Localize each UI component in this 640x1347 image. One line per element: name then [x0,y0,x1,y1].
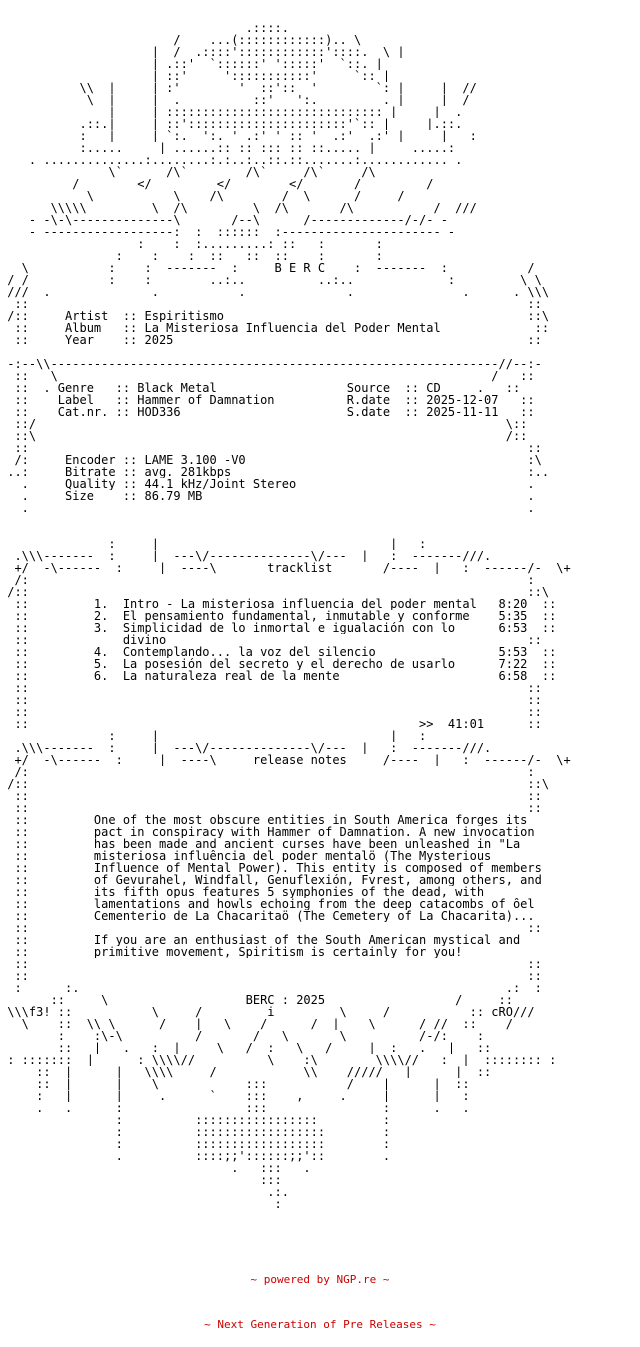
nfo-line: /:: ::\ [0,778,550,790]
nfo-line: :: pact in conspiracy with Hammer of Damnation. A new invocation [0,826,535,838]
nfo-line: :: 1. Intro - La misteriosa influencia del poder mental 8:20 :: [0,598,557,610]
nfo-line: :: 4. Contemplando... la voz del silencio 5:53 :: [0,646,557,658]
nfo-line: : ::::::::::::::::: : [0,1114,391,1126]
nfo-line: :: misteriosa influência del poder mentalö (The Mysterious [0,850,492,862]
nfo-line: | / .::::'::::::::::::'::::. \ | [0,46,405,58]
nfo-line: ::/ \:: [0,418,528,430]
nfo-line: :: | | \ ::: / | | :: [0,1078,470,1090]
nfo-text-block [0,22,640,1210]
nfo-line: :: of Gevurahel, Windfall, Genuflexión, Fvrest, among others, and [0,874,542,886]
nfo-line: :: _______ :: [0,706,542,718]
nfo-line: :: lamentations and howls echoing from the deep catacombs of ôel [0,898,535,910]
nfo-line: :: its fifth opus features 5 symphonies of the dead, with [0,886,485,898]
nfo-line: . . : ::: : . . [0,1102,470,1114]
nfo-line: :: :: [0,958,542,970]
nfo-line: : [0,1198,282,1210]
nfo-line: :: >> 41:01 :: [0,718,542,730]
nfo-line: .::.| | ::'::::::::::::::::::::::'`:: | |.::. [0,118,463,130]
nfo-line: :: Cementerio de La Chacaritaö (The Cemetery of La Chacarita)... [0,910,535,922]
nfo-line: | .::' `::::::' ':::::' `::. | [0,58,383,70]
nfo-line: :: :: [0,790,542,802]
nfo-line: :: One of the most obscure entities in South America forges its [0,814,528,826]
nfo-line: __ __ _ : | _ ____ _ _ ____ _ | : _ __ __ [0,538,521,550]
nfo-line: +/ -\------ : | ----\ release notes /---- | : ------/- \+ [0,754,571,766]
nfo-line: :: Label :: Hammer of Damnation R.date :: 2025-12-07 :: [0,394,535,406]
nfo-line: :: :: [0,298,542,310]
nfo-line: ::: [0,1174,282,1186]
nfo-line: __ __ _ : | _ ____ _ _ ____ _ | : _ __ __ [0,730,521,742]
nfo-line: -:--\\--------------------------------------------------------------//--:- [0,358,542,370]
nfo-line: _\_________ : : ------- : B E R C : ------- : _________/_ [0,262,542,274]
nfo-line: :: :: [0,802,542,814]
nfo-line: . ::::;;'::::::;;':: . [0,1150,391,1162]
nfo-line: : :::::::::::::::::: : [0,1126,391,1138]
nfo-line: . ::: . [0,1162,311,1174]
nfo-line: . ..............:........:.:..:..::.::.......:............ . [0,154,463,166]
nfo-line: :..... | ......:: :: ::: :: ::..... | .....: [0,142,456,154]
nfo-line: \\ | | :' ' ::':: ' `: | | // [0,82,477,94]
nfo-line: : | | `:. ':. ' .:' ' :: ' .:' .:' | | : [0,130,477,142]
nfo-line: ___ \________ \____/\ ______/ \______/_____/ ____ [0,190,448,202]
nfo-line: :: 6. La naturaleza real de la mente 6:58 :: [0,670,557,682]
nfo-line: :: Album :: La Misteriosa Influencia del Poder Mental :: [0,322,550,334]
nfo-line: __ __ __ __ [0,346,535,358]
nfo-line: /// . . . . . . \\\ [0,286,550,298]
footer [0,1242,640,1347]
nfo-line: : : :.........: :: : : [0,238,383,250]
nfo-line: :: :: [0,442,542,454]
nfo-line: :: :: [0,922,542,934]
nfo-line: - ------------------: : :::::: :---------------------- - [0,226,456,238]
nfo-line: _:: Cat.nr. :: HOD336 S.date :: 2025-11-11 ::_ [0,406,542,418]
nfo-line: : ::::::: | : \\\\// ______\____:\_______ \\\\// : | :::::::: : [0,1054,557,1066]
nfo-line: : :. _ _ .: : [0,982,542,994]
nfo-line: :: primitive movement, Spiritism is certainly for you! [0,946,463,958]
nfo-line: :: | . : | \ / : \ / | : . | :: [0,1042,492,1054]
nfo-line: : :::::::::::::::::: : [0,1138,391,1150]
nfo-line: ::\_________________________________________________________________/:: [0,430,528,442]
nfo-line: \ | | . ::' ':. . | | / [0,94,470,106]
nfo-line: :: . Genre :: Black Metal Source :: CD . :: [0,382,521,394]
nfo-line: \ :: \\ \_ _ /____| \____/ ____/ |____\ _ _/ // :: / [0,1018,513,1030]
nfo-line: /: : [0,574,535,586]
nfo-line: :: Influence of Mental Power). This entity is composed of members [0,862,542,874]
nfo-line: / __ </ ___ </ __ </ __ /_________/ [0,178,434,190]
nfo-line: :: :: [0,970,542,982]
nfo-line: : :\-\__________/ _____/ \_____ \__________/-/: : [0,1030,485,1042]
nfo-line: :: divino :: [0,634,542,646]
nfo-line: . . [0,502,535,514]
nfo-line: :: Year :: 2025 :: [0,334,542,346]
nfo-line: /:: Artist :: Espiritismo ::\ [0,310,550,322]
nfo-line: \\\\\_________\__/\_________\__/\_______/\___________/ /// [0,202,477,214]
nfo-line: __ :: \___________ BERC : 2025 ___________/ :: __ [0,994,550,1006]
nfo-line: :: \ / :: [0,370,535,382]
nfo-line: - -\-\--------------\_______/--\______/-------------/-/- - [0,214,448,226]
nfo-line: . Size :: 86.79 MB . [0,490,535,502]
nfo-line: :: :: [0,694,542,706]
nfo-line: \\\f3! :: ____ ____\ _ /_________i_________\ _ /____ ____ :: cRO/// [0,1006,535,1018]
nfo-line: / / : : ..:.. ..:.. : \ \ [0,274,542,286]
nfo-line [0,526,640,538]
nfo-line: _ _____ _ .::::. _ _____ _ [0,22,420,34]
nfo-line: ___ _ : : : :: :: :: : : _ ___ [0,250,477,262]
nfo-line: :: 2. El pensamiento fundamental, inmutable y conforme 5:35 :: [0,610,557,622]
nfo-line: _ __ \` __ /\` _______/\` __ /\` ____/\ __ _ [0,166,420,178]
nfo-line: /:: ::\ [0,586,550,598]
nfo-line: _ _____ | ::' ':::::::::::' `:: | _____ _ [0,70,477,82]
nfo-line: /: : [0,766,535,778]
nfo-line: +/ -\------ : | ----\ tracklist /---- | : ------/- \+ [0,562,571,574]
footer-powered-by[interactable]: ~ powered by NGP.re ~ [250,1273,390,1286]
nfo-line: :: :: [0,682,542,694]
nfo-line: .\\\------- : | ---\/--------------\/--- | : -------///. [0,742,492,754]
nfo-line: _ / ...(::::::::::::).. \ _ [0,34,383,46]
nfo-line: | | :::::::::::::::::::::::::::::: | | . [0,106,463,118]
footer-tagline: ~ Next Generation of Pre Releases ~ [204,1318,436,1331]
nfo-line: /: Encoder :: LAME 3.100 -V0 :\ [0,454,542,466]
nfo-line: :: 5. La posesión del secreto y el derecho de usarlo 7:22 :: [0,658,557,670]
nfo-line: ..: Bitrate :: avg. 281kbps :.. [0,466,550,478]
nfo-line: : | | . ` ::: , . | | : [0,1090,470,1102]
nfo-line: :: has been made and ancient curses have been unleashed in "La [0,838,521,850]
nfo-line: .\\\------- : | ---\/--------------\/--- | : -------///. [0,550,492,562]
nfo-line [0,514,640,526]
nfo-line: . Quality :: 44.1 kHz/Joint Stereo . [0,478,535,490]
nfo-line: :: If you are an enthusiast of the South American mystical and [0,934,521,946]
nfo-line: .:. [0,1186,289,1198]
nfo-line: :: | | \\\\_____/____________\\____///// | | :: [0,1066,492,1078]
nfo-line: :: 3. Simplicidad de lo inmortal e igualación con lo 6:53 :: [0,622,557,634]
